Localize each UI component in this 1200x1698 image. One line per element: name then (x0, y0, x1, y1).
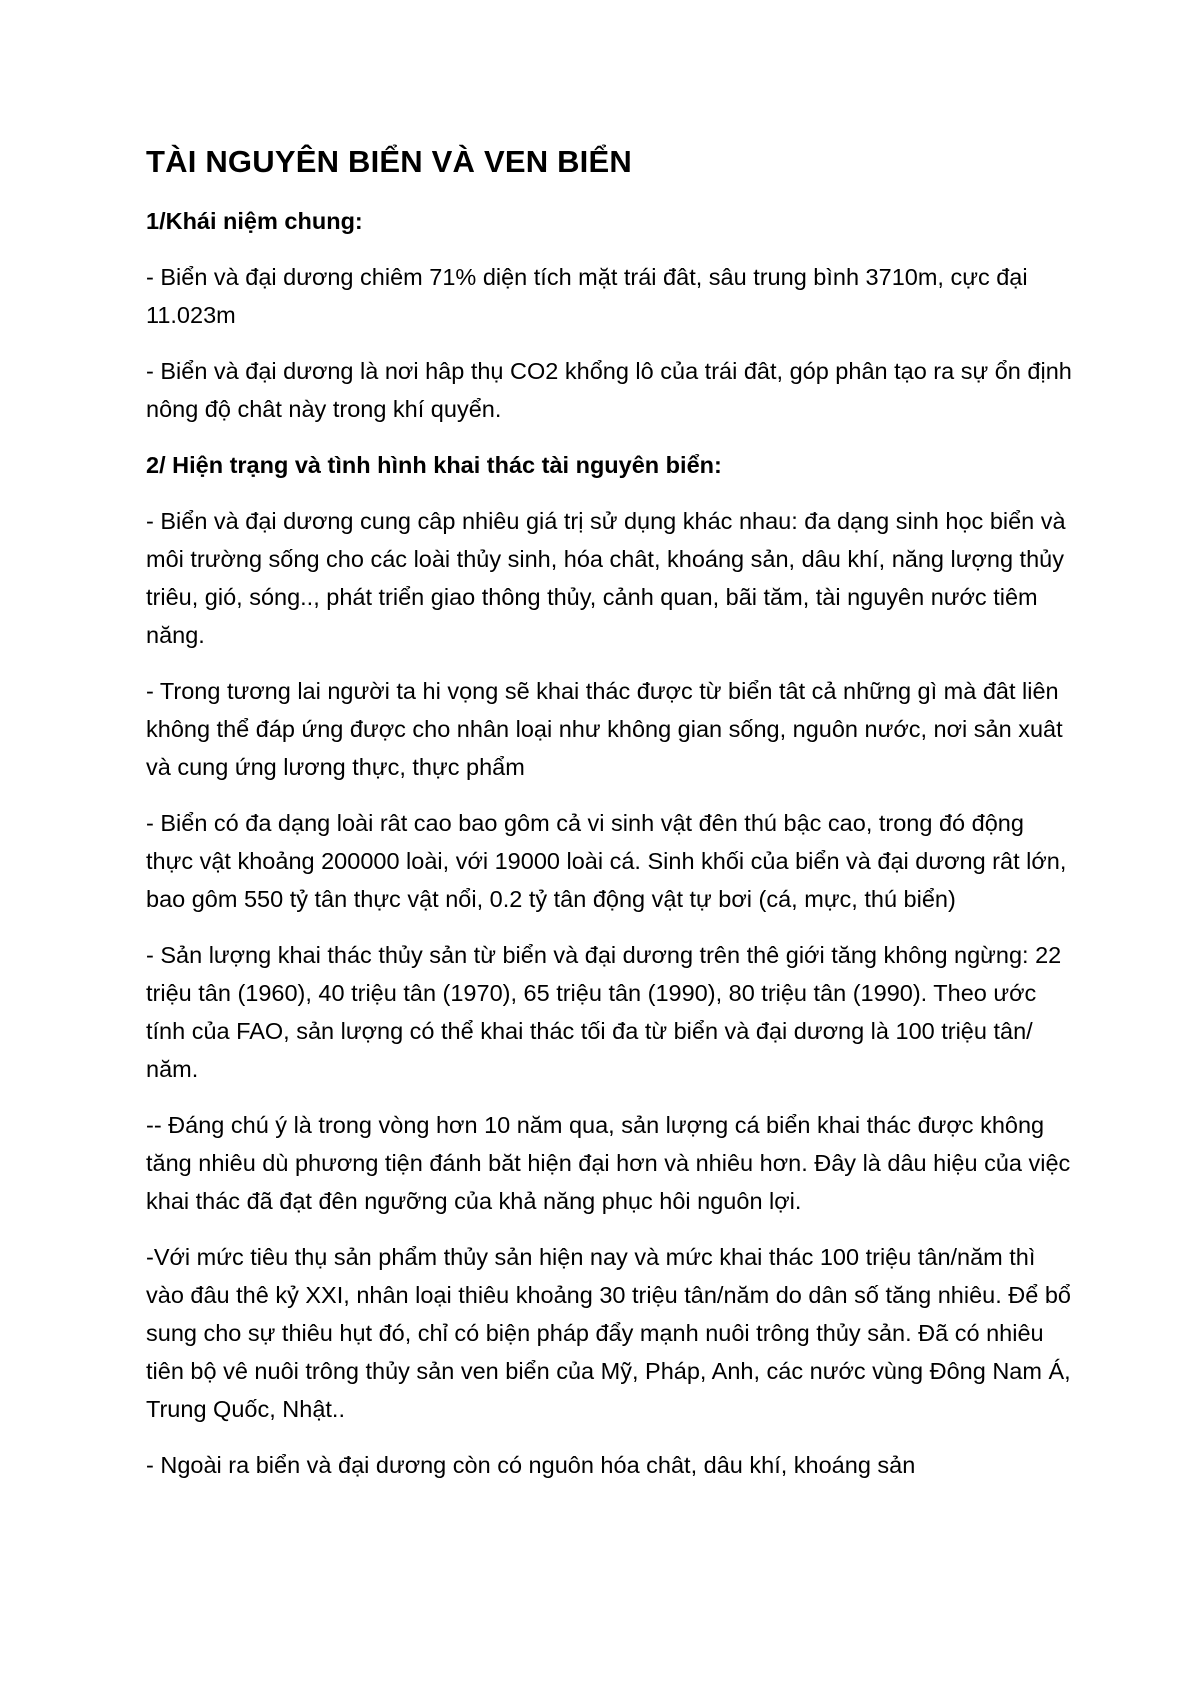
paragraph: -Với mức tiêu thụ sản phẩm thủy sản hiện nay và mức khai thác 100 triệu tân/năm thì vào đâu thê kỷ XXI, nhân loại thiêu khoảng 30 triệu tân/năm do dân số tăng nhiêu. Để bổ sung cho sự thiêu hụt đó, chỉ có biện pháp đẩy mạnh nuôi trông thủy sản. Đã có nhiêu tiên bộ vê nuôi trông thủy sản ven biển của Mỹ, Pháp, Anh, các nước vùng Đông Nam Á, Trung Quốc, Nhật.. (146, 1244, 1071, 1422)
section-heading: 2/ Hiện trạng và tình hình khai thác tài nguyên biển: (146, 452, 722, 478)
paragraph: - Sản lượng khai thác thủy sản từ biển và đại dương trên thê giới tăng không ngừng: 22 triệu tân (1960), 40 triệu tân (1970), 65 triệu tân (1990), 80 triệu tân (1990). Theo ước tính của FAO, sản lượng có thể khai thác tối đa từ biển và đại dương là 100 triệu tân/ năm. (146, 942, 1062, 1082)
document-title: TÀI NGUYÊN BIỂN VÀ VEN BIỂN (146, 144, 632, 179)
paragraph: - Biển và đại dương cung câp nhiêu giá trị sử dụng khác nhau: đa dạng sinh học biển và môi trường sống cho các loài thủy sinh, hóa chât, khoáng sản, dâu khí, năng lượng thủy triêu, gió, sóng.., phát triển giao thông thủy, cảnh quan, bãi tăm, tài nguyên nước tiêm năng. (146, 508, 1066, 648)
paragraph: - Ngoài ra biển và đại dương còn có nguôn hóa chât, dâu khí, khoáng sản (146, 1452, 916, 1478)
paragraph: - Biển và đại dương là nơi hâp thụ CO2 khổng lô của trái đât, góp phân tạo ra sự ổn định nông độ chât này trong khí quyển. (146, 358, 1072, 422)
document-page (146, 140, 1076, 1502)
paragraph: - Biển và đại dương chiêm 71% diện tích mặt trái đât, sâu trung bình 3710m, cực đại 11.023m (146, 264, 1028, 328)
paragraph: -- Đáng chú ý là trong vòng hơn 10 năm qua, sản lượng cá biển khai thác được không tăng nhiêu dù phương tiện đánh băt hiện đại hơn và nhiêu hơn. Đây là dâu hiệu của việc khai thác đã đạt đên ngưỡng của khả năng phục hôi nguôn lợi. (146, 1112, 1071, 1214)
section-heading: 1/Khái niệm chung: (146, 208, 363, 234)
section-current-status (146, 446, 1076, 1484)
section-concept (146, 202, 1076, 428)
paragraph: - Biển có đa dạng loài rât cao bao gôm cả vi sinh vật đên thú bậc cao, trong đó động thực vật khoảng 200000 loài, với 19000 loài cá. Sinh khối của biển và đại dương rât lớn, bao gôm 550 tỷ tân thực vật nổi, 0.2 tỷ tân động vật tự bơi (cá, mực, thú biển) (146, 810, 1067, 912)
paragraph: - Trong tương lai người ta hi vọng sẽ khai thác được từ biển tât cả những gì mà đât liên không thể đáp ứng được cho nhân loại như không gian sống, nguôn nước, nơi sản xuât và cung ứng lương thực, thực phẩm (146, 678, 1063, 780)
